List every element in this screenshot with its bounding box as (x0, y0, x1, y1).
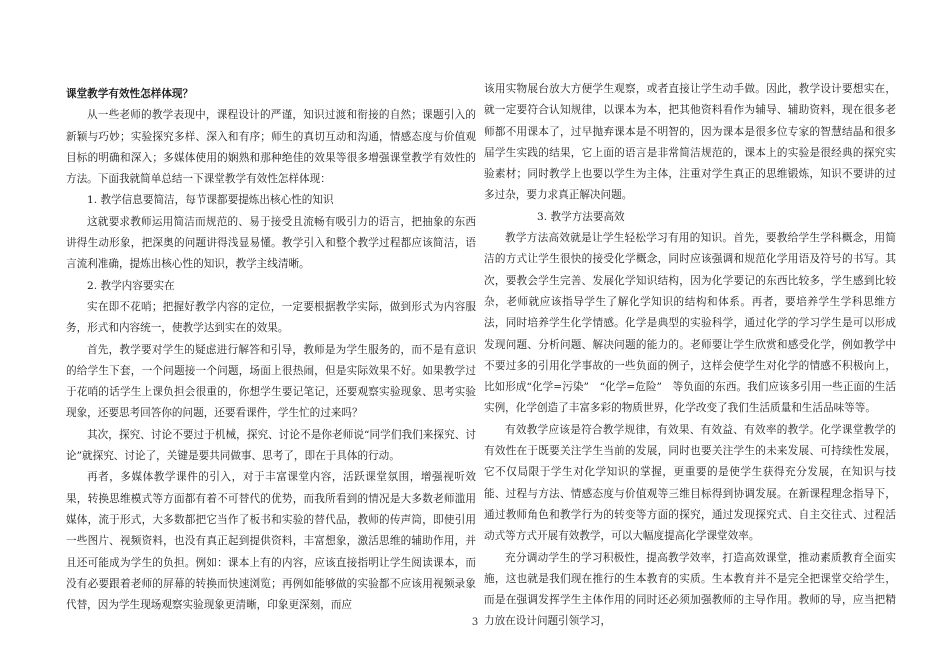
body-paragraph: 再者，多媒体教学课件的引入，对于丰富课堂内容，活跃课堂氛围，增强视听效果，转换思维模式等方面都有着不可替代的优势，而我所看到的情况是大多数老师滥用媒体，流于形式，大多数都把它当作了板书和实验的替代品，教师的传声筒，即使引用一些图片、视频资料，也没有真正起到提供资料，丰富想象，激活思维的辅助作用，并且还可能成为学生的负担。例如：课本上有的内容，应该直接指明让学生阅读课本，而没有必要跟着老师的屏幕的转换而快速浏览；再例如能够做的实验都不应该用视频录象代替，因为学生现场观察实验现象更清晰，印象更深刻，而应 (66, 471, 476, 612)
page-number: 3 (471, 617, 479, 628)
section-heading-3: 3. 教学方法要高效 (537, 210, 625, 223)
body-paragraph: 这就要求教师运用简洁而规范的、易于接受且流畅有吸引力的语言，把抽象的东西讲得生动形象，把深奥的问题讲得浅显易懂。教学引入和整个教学过程都应该简洁，语言流利准确，提炼出核心性的知识，教学主线清晰。 (66, 215, 476, 271)
body-paragraph: 有效教学应该是符合教学规律，有效果、有效益、有效率的教学。化学课堂教学的有效性在于既要关注学生当前的发展，同时也要关注学生的未来发展、可持续性发展，它不仅局限于学生对化学知识的掌握，更重要的是使学生获得充分发展，在知识与技能、过程与方法、情感态度与价值观等三维目标得到协调发展。在新课程理念指导下，通过教师角色和教学行为的转变等方面的探究，通过发现探究式、自主交往式、过程活动式等方式开展有效教学，可以大幅度提高化学课堂效率。 (484, 423, 896, 543)
body-paragraph: 实在即不花哨；把握好教学内容的定位，一定要根据教学实际，做到形式为内容服务，形式和内容统一，使教学达到实在的效果。 (66, 300, 476, 335)
document-title: 课堂教学有效性怎样体现？ (66, 88, 194, 100)
right-column (484, 79, 896, 633)
continued-paragraph: 该用实物展台放大方便学生观察，或者直接让学生动手做。因此，教学设计要想实在，就一定要符合认知规律，以课本为本，把其他资料看作为辅导、辅助资料，现在很多老师都不用课本了，过早抛弃课本是不明智的，因为课本是很多位专家的智慧结晶和很多届学生实践的结果，它上面的语言是非常简洁规范的，课本上的实验是很经典的探究实验素材；同时教学上也要以学生为主体，注重对学生真正的思维锻炼，知识不要讲的过多过杂，要力求真正解决问题。 (484, 83, 896, 202)
body-paragraph: 首先，教学要对学生的疑虑进行解答和引导，教师是为学生服务的，而不是有意识的给学生下套，一个问题接一个问题，场面上很热闹，但是实际效果不好。如果教学过于花哨的话学生上课负担会很重的，你想学生要记笔记，还要观察实验现象、思考实验现象，还要思考回答你的问题，还要看课件，学生忙的过来吗？ (66, 343, 476, 420)
section-heading-2: 2. 教学内容要实在 (87, 279, 175, 292)
intro-paragraph: 从一些老师的教学表现中，课程设计的严谨，知识过渡和衔接的自然；课题引入的新颖与巧妙；实验探究多样、深入和有序；师生的真切互动和沟通，情感态度与价值观目标的明确和深入；多媒体使用的娴熟和那种绝佳的效果等很多增强课堂教学有效性的方法。下面我就简单总结一下课堂教学有效性怎样体现： (66, 109, 476, 186)
section-heading-1: 1. 教学信息要简洁，每节课都要提炼出核心性的知识 (87, 194, 334, 207)
body-paragraph: 教学方法高效就是让学生轻松学习有用的知识。首先，要教给学生学科概念，用简洁的方式让学生很快的接受化学概念，同时应该强调和规范化学用语及符号的书写。其次，要教会学生完善、发展化学知识结构，因为化学要记的东西比较多，学生感到比较杂，老师就应该指导学生了解化学知识的结构和体系。再者，要培养学生学科思维方法，同时培养学生化学情感。化学是典型的实验科学，通过化学的学习学生是可以形成发现问题、分析问题、解决问题的能力的。老师要让学生欣赏和感受化学，例如教学中不要过多的引用化学事故的一些负面的例子，这样会使学生对化学的情感不积极向上，比如形成“化学=污染” “化学=危险” 等负面的东西。我们应该多引用一些正面的生活实例，化学创造了丰富多彩的物质世界，化学改变了我们生活质量和生活品味等等。 (484, 232, 896, 415)
body-paragraph: 充分调动学生的学习积极性，提高教学效率，打造高效课堂，推动素质教育全面实施，这也就是我们现在推行的生本教育的实质。生本教育并不是完全把课堂交给学生，而是在强调发挥学生主体作用的同时还必须加强教师的主导作用。教师的导，应当把精力放在设计问题引领学习， (484, 551, 896, 628)
body-paragraph: 其次，探究、讨论不要过于机械，探究、讨论不是你老师说“同学们我们来探究、讨论”就探究、讨论了，关键是要共同做事、思考了，即在于具体的行动。 (66, 428, 476, 463)
left-column (66, 78, 476, 616)
